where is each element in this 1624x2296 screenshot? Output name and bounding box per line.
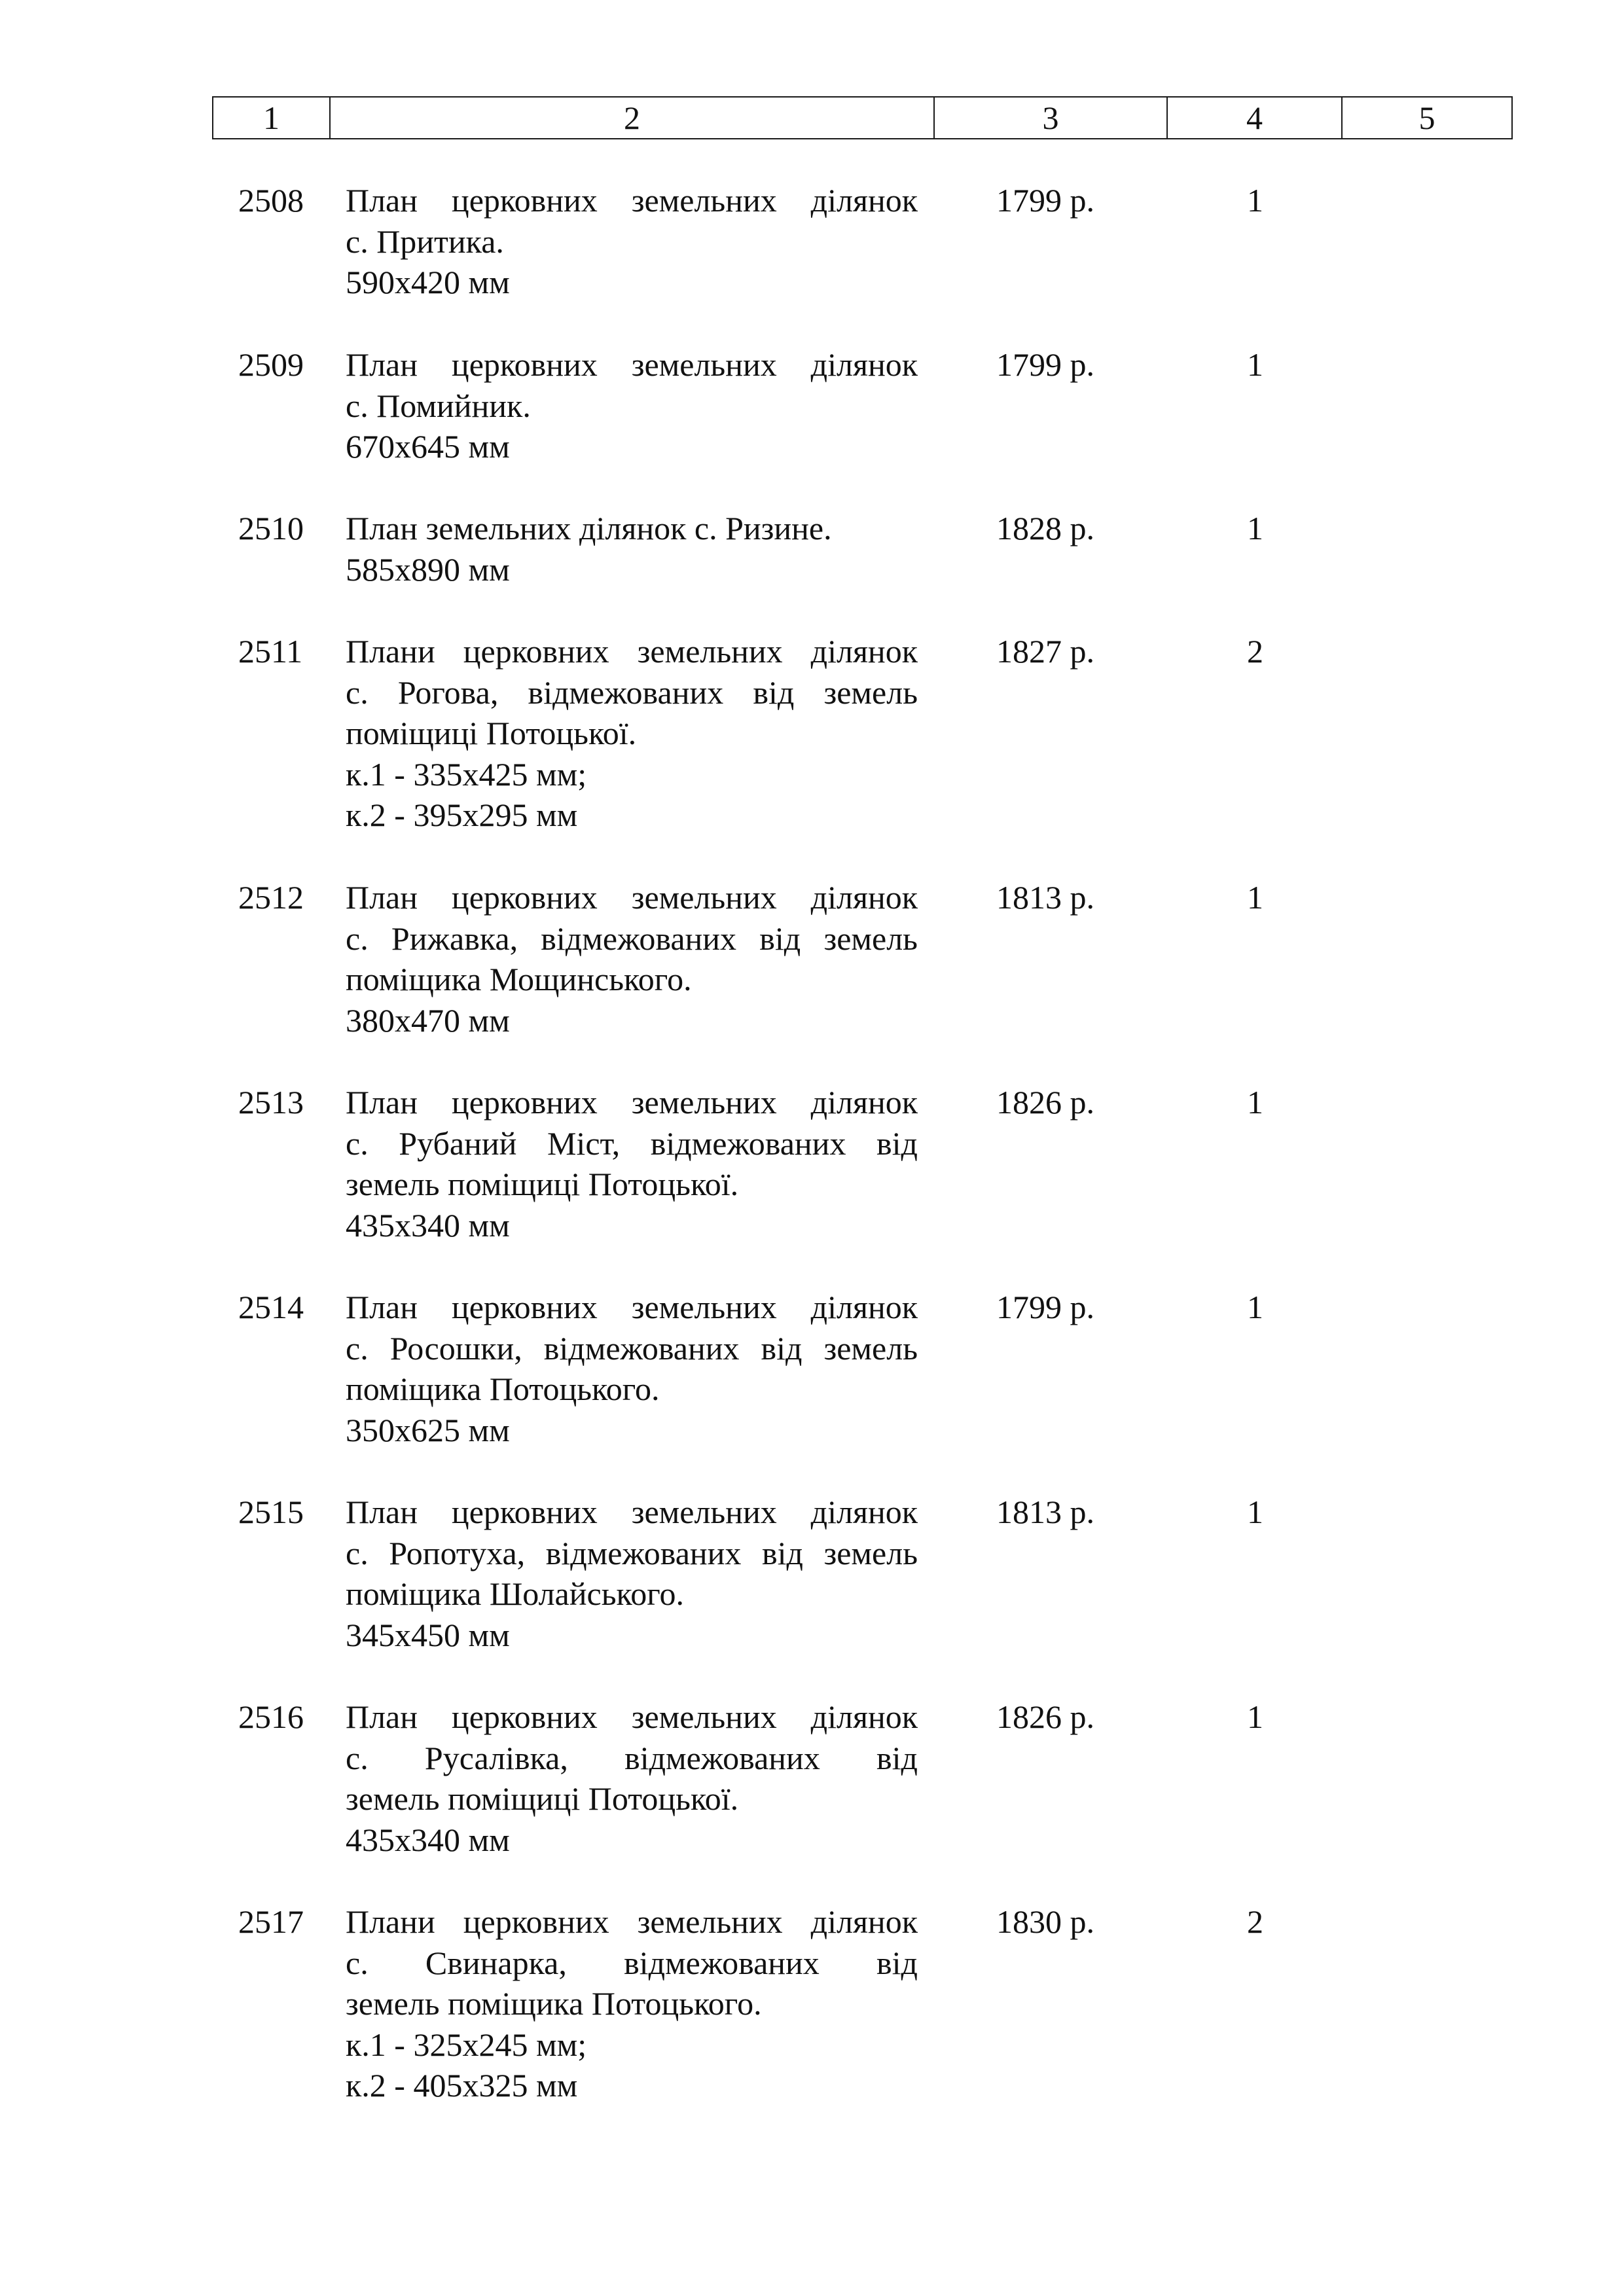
description-line: План церковних земельних ділянок	[346, 1084, 918, 1121]
entry-date: 1813 р.	[996, 1494, 1094, 1530]
description-line: 350х625 мм	[346, 1411, 510, 1448]
description-line: 380х470 мм	[346, 1001, 510, 1039]
description-line: 590х420 мм	[346, 264, 510, 301]
entry-date: 1813 р.	[996, 879, 1094, 916]
description-line: с. Свинарка, відмежованих від	[346, 1944, 918, 1981]
entry-date: 1799 р.	[996, 182, 1094, 219]
entry-description	[346, 1492, 918, 1655]
entry-sheet-count: 1	[1247, 182, 1263, 219]
entry-date: 1828 р.	[996, 510, 1094, 547]
entry-sheet-count: 1	[1247, 346, 1263, 383]
description-line: Плани церковних земельних ділянок	[346, 1903, 918, 1940]
description-line: 345х450 мм	[346, 1616, 510, 1653]
description-line: к.2 - 405х325 мм	[346, 2067, 578, 2104]
entry-description	[346, 180, 918, 303]
entry-description	[346, 344, 918, 467]
entry-number: 2516	[238, 1698, 304, 1735]
description-line: к.1 - 325х245 мм;	[346, 2026, 587, 2063]
description-line: с. Притика.	[346, 223, 504, 260]
entry-date: 1799 р.	[996, 1289, 1094, 1325]
entry-description	[346, 1696, 918, 1860]
description-line: земель поміщика Потоцького.	[346, 1985, 762, 2022]
description-line: земель поміщиці Потоцької.	[346, 1780, 739, 1818]
description-line: План церковних земельних ділянок	[346, 879, 918, 916]
entry-date: 1826 р.	[996, 1698, 1094, 1735]
entry-description	[346, 508, 918, 590]
entry-sheet-count: 1	[1247, 1084, 1263, 1121]
description-line: 585х890 мм	[346, 550, 510, 588]
column-header-2: 2	[331, 98, 935, 138]
description-line: План церковних земельних ділянок	[346, 182, 918, 219]
description-line: Плани церковних земельних ділянок	[346, 633, 918, 670]
entry-sheet-count: 1	[1247, 1289, 1263, 1325]
description-line: к.2 - 395х295 мм	[346, 797, 578, 834]
description-line: с. Помийник.	[346, 387, 531, 424]
entry-date: 1827 р.	[996, 633, 1094, 670]
entry-number: 2508	[238, 182, 304, 219]
column-header-5: 5	[1418, 99, 1435, 136]
description-line: 435х340 мм	[346, 1821, 510, 1858]
entry-number: 2510	[238, 510, 304, 547]
description-line: План церковних земельних ділянок	[346, 1698, 918, 1735]
description-line: с. Рижавка, відмежованих від земель	[346, 920, 918, 957]
description-line: земель поміщиці Потоцької.	[346, 1166, 739, 1203]
entry-sheet-count: 2	[1247, 633, 1263, 670]
column-header-table	[212, 96, 1513, 139]
description-line: План церковних земельних ділянок	[346, 1494, 918, 1530]
description-line: с. Ропотуха, відмежованих від земель	[346, 1534, 918, 1571]
description-line: поміщика Потоцького.	[346, 1371, 660, 1408]
entry-date: 1830 р.	[996, 1903, 1094, 1940]
column-header-3: 3	[935, 98, 1168, 138]
description-line: с. Русалівка, відмежованих від	[346, 1739, 918, 1776]
description-line: с. Рогова, відмежованих від земель	[346, 673, 918, 711]
description-line: 435х340 мм	[346, 1206, 510, 1244]
description-line: поміщика Шолайського.	[346, 1575, 685, 1613]
description-line: 670х645 мм	[346, 428, 510, 465]
entry-sheet-count: 1	[1247, 1698, 1263, 1735]
entry-number: 2512	[238, 879, 304, 916]
entry-description	[346, 631, 918, 836]
entry-description	[346, 1287, 918, 1450]
entry-number: 2509	[238, 346, 304, 383]
column-header-4: 4	[1168, 98, 1343, 138]
entry-description	[346, 1901, 918, 2106]
entry-description	[346, 1082, 918, 1246]
description-line: План церковних земельних ділянок	[346, 1289, 918, 1325]
description-line: с. Рубаний Міст, відмежованих від	[346, 1124, 918, 1162]
entry-number: 2517	[238, 1903, 304, 1940]
entry-description	[346, 877, 918, 1041]
description-line: поміщика Мощинського.	[346, 961, 692, 998]
entry-number: 2515	[238, 1494, 304, 1530]
entry-number: 2511	[238, 633, 303, 670]
entry-sheet-count: 1	[1247, 510, 1263, 547]
entry-date: 1826 р.	[996, 1084, 1094, 1121]
description-line: План церковних земельних ділянок	[346, 346, 918, 383]
description-line: к.1 - 335х425 мм;	[346, 755, 587, 793]
entry-sheet-count: 1	[1247, 1494, 1263, 1530]
description-line: План земельних ділянок с. Ризине.	[346, 510, 832, 547]
entry-sheet-count: 1	[1247, 879, 1263, 916]
entry-date: 1799 р.	[996, 346, 1094, 383]
entry-number: 2513	[238, 1084, 304, 1121]
entry-sheet-count: 2	[1247, 1903, 1263, 1940]
column-header-1: 1	[213, 98, 331, 138]
description-line: с. Росошки, відмежованих від земель	[346, 1329, 918, 1367]
description-line: поміщиці Потоцької.	[346, 715, 637, 752]
entry-number: 2514	[238, 1289, 304, 1325]
